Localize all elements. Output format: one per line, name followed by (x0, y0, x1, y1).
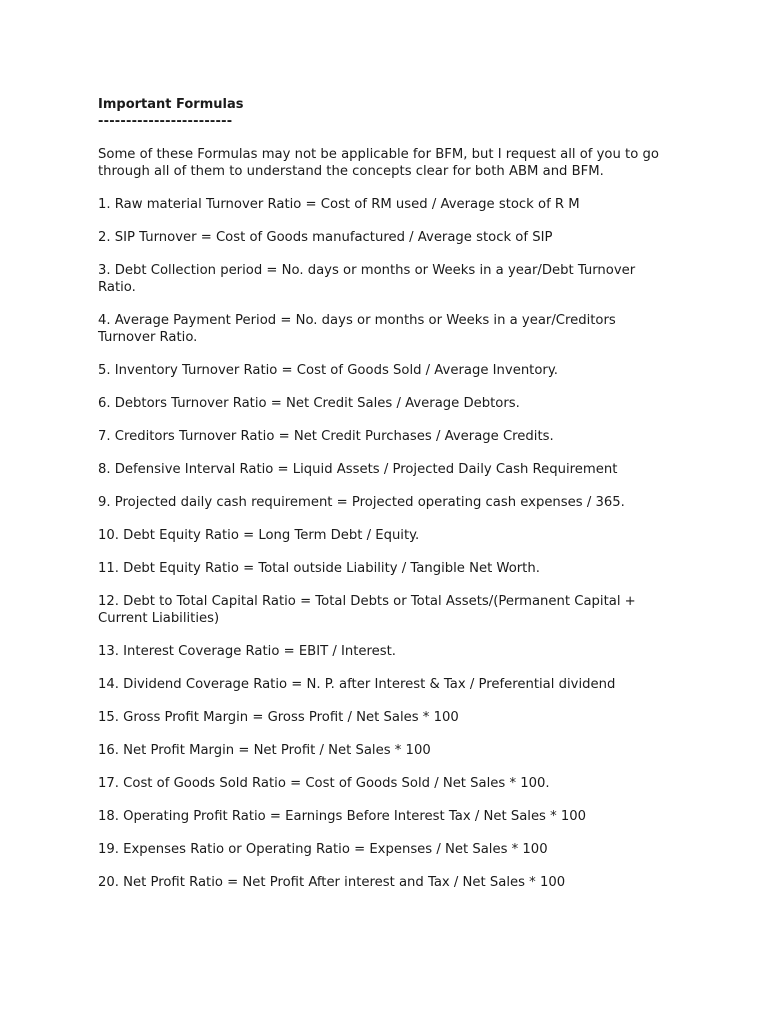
formula-item (98, 229, 698, 246)
formula-item (98, 461, 698, 478)
formula-item (98, 709, 698, 726)
formula-line: 18. Operating Profit Ratio = Earnings Before Interest Tax / Net Sales * 100 (98, 809, 587, 824)
formula-item (98, 742, 698, 759)
formula-item (98, 676, 698, 693)
title-underline: ------------------------ (98, 114, 233, 129)
formula-line: 5. Inventory Turnover Ratio = Cost of Goods Sold / Average Inventory. (98, 363, 558, 378)
formula-item (98, 494, 698, 511)
formula-item (98, 362, 698, 379)
formula-line: 19. Expenses Ratio or Operating Ratio = Expenses / Net Sales * 100 (98, 842, 548, 857)
formula-line: 2. SIP Turnover = Cost of Goods manufactured / Average stock of SIP (98, 230, 553, 245)
formula-line: 16. Net Profit Margin = Net Profit / Net Sales * 100 (98, 743, 431, 758)
formula-line: 12. Debt to Total Capital Ratio = Total Debts or Total Assets/(Permanent Capital + (98, 594, 636, 609)
formula-item (98, 643, 698, 660)
formula-item (98, 841, 698, 858)
formula-line: Ratio. (98, 280, 136, 295)
formula-line: Current Liabilities) (98, 611, 220, 626)
formula-line: 6. Debtors Turnover Ratio = Net Credit Sales / Average Debtors. (98, 396, 520, 411)
formula-line: 8. Defensive Interval Ratio = Liquid Assets / Projected Daily Cash Requirement (98, 462, 618, 477)
formula-item (98, 428, 698, 445)
formula-line: 10. Debt Equity Ratio = Long Term Debt / Equity. (98, 528, 420, 543)
formula-item (98, 775, 698, 792)
formula-line: 17. Cost of Goods Sold Ratio = Cost of Goods Sold / Net Sales * 100. (98, 776, 550, 791)
formula-line: 15. Gross Profit Margin = Gross Profit / Net Sales * 100 (98, 710, 459, 725)
formula-item (98, 395, 698, 412)
formula-list (98, 196, 698, 891)
formula-line: 13. Interest Coverage Ratio = EBIT / Interest. (98, 644, 396, 659)
formula-item (98, 312, 698, 346)
formula-line: 1. Raw material Turnover Ratio = Cost of RM used / Average stock of R M (98, 197, 580, 212)
document-title: Important Formulas (98, 97, 244, 112)
formula-item (98, 527, 698, 544)
formula-item (98, 560, 698, 577)
formula-line: 3. Debt Collection period = No. days or months or Weeks in a year/Debt Turnover (98, 263, 636, 278)
formula-line: 7. Creditors Turnover Ratio = Net Credit Purchases / Average Credits. (98, 429, 554, 444)
formula-item (98, 808, 698, 825)
formula-line: Turnover Ratio. (98, 330, 198, 345)
formula-line: 9. Projected daily cash requirement = Projected operating cash expenses / 365. (98, 495, 625, 510)
formula-item (98, 593, 698, 627)
formula-line: 11. Debt Equity Ratio = Total outside Liability / Tangible Net Worth. (98, 561, 540, 576)
intro-line: Some of these Formulas may not be applicable for BFM, but I request all of you to go (98, 147, 659, 162)
document-page (98, 96, 698, 907)
formula-line: 4. Average Payment Period = No. days or months or Weeks in a year/Creditors (98, 313, 616, 328)
formula-item (98, 874, 698, 891)
formula-item (98, 196, 698, 213)
intro-line: through all of them to understand the concepts clear for both ABM and BFM. (98, 164, 604, 179)
formula-item (98, 262, 698, 296)
formula-line: 14. Dividend Coverage Ratio = N. P. after Interest & Tax / Preferential dividend (98, 677, 616, 692)
intro-paragraph (98, 146, 698, 180)
formula-line: 20. Net Profit Ratio = Net Profit After interest and Tax / Net Sales * 100 (98, 875, 566, 890)
